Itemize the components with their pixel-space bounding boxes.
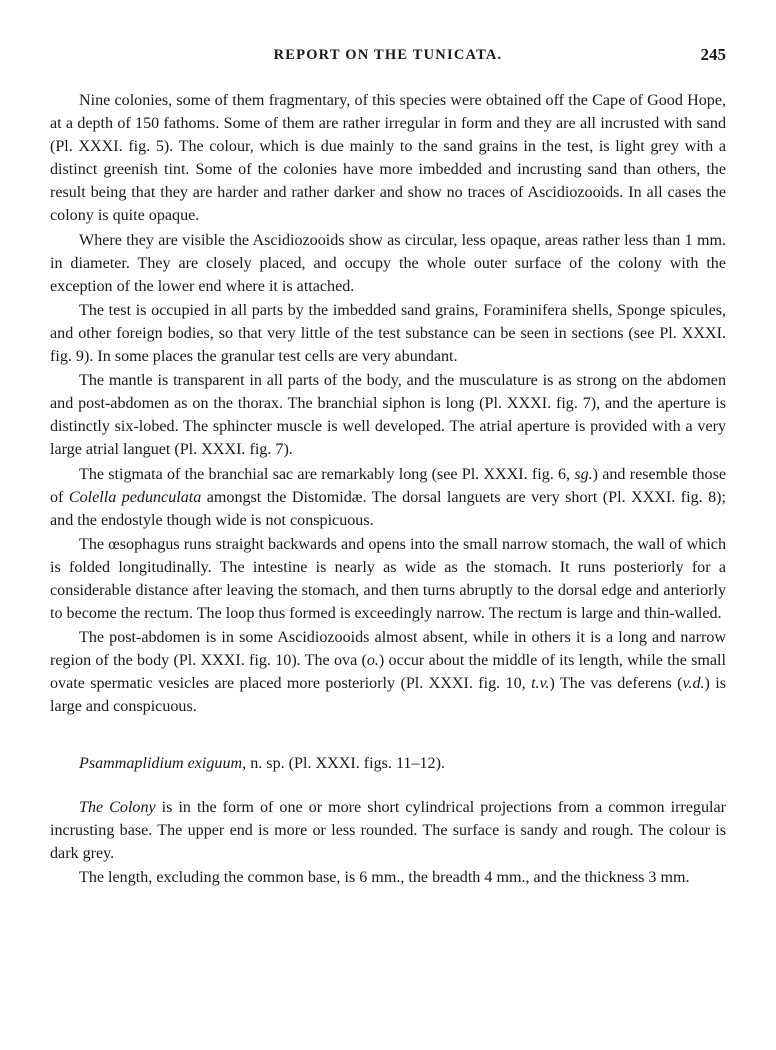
paragraph-colony-description xyxy=(50,796,726,865)
paragraph-colonies: Nine colonies, some of them fragmentary, of this species were obtained off the Cape of Good Hope, at a depth of 150 fathoms. Some of them are rather irregular in form and they are all incrusted with sand (Pl. XXXI. fig. 5). The colour, which is due mainly to the sand grains in the test, is light grey with a distinct greenish tint. Some of the colonies have more imbedded and incrusting sand than others, the result being that they are harder and rather darker and show no traces of Ascidiozooids. In all cases the colony is quite opaque. xyxy=(50,92,726,225)
post-abdomen-text-1: The post-abdomen is in some Ascidiozooids almost absent, while in others it is a long and narrow region of the body (Pl. XXXI. fig. 10). The ova ( xyxy=(50,629,726,670)
species-heading xyxy=(50,752,726,775)
running-title: REPORT ON THE TUNICATA. xyxy=(273,47,503,63)
colony-label: The Colony xyxy=(79,798,156,816)
post-abdomen-text-3: ) The vas deferens ( xyxy=(549,675,683,693)
stigmata-text-1: The stigmata of the branchial sac are remarkably long (see Pl. XXXI. fig. 6, xyxy=(79,465,575,483)
species-reference: Colella pedunculata xyxy=(68,488,202,506)
tv-abbrev: t.v. xyxy=(531,675,550,693)
species-plate-ref: n. sp. (Pl. XXXI. figs. 11–12). xyxy=(246,754,445,772)
paragraph-oesophagus: The œsophagus runs straight backwards and opens into the small narrow stomach, the wall of which is folded longitudinally. The intestine is nearly as wide as the stomach. It runs posteriorly for a considerable distance after leaving the stomach, and then turns abruptly to the dorsal edge and anteriorly to become the rectum. The loop thus formed is exceedingly narrow. The rectum is large and thin-walled. xyxy=(50,535,726,623)
running-header xyxy=(50,42,726,72)
paragraph-mantle: The mantle is transparent in all parts of the body, and the musculature is as strong on the abdomen and post-abdomen as on the thorax. The branchial siphon is long (Pl. XXXI. fig. 7), and the aperture is distinctly six-lobed. The sphincter muscle is well developed. The atrial aperture is provided with a very large atrial languet (Pl. XXXI. fig. 7). xyxy=(50,372,726,459)
page xyxy=(50,42,726,889)
paragraph-stigmata xyxy=(50,463,726,532)
stigmata-text-2: ) and resemble those of xyxy=(50,465,726,506)
paragraph-dimensions: The length, excluding the common base, is 6 mm., the breadth 4 mm., and the thickness 3 mm. xyxy=(79,868,690,886)
sg-abbrev: sg. xyxy=(574,465,593,483)
post-abdomen-text-4: ) is large and conspicuous. xyxy=(50,675,726,716)
paragraph-test: The test is occupied in all parts by the imbedded sand grains, Foraminifera shells, Sponge spicules, and other foreign bodies, so that very little of the test substance can be seen in sections (see Pl. XXXI. fig. 9). In some places the granular test cells are very abundant. xyxy=(50,301,726,366)
paragraph-ascidiozooids: Where they are visible the Ascidiozooids show as circular, less opaque, areas rather less than 1 mm. in diameter. They are closely placed, and occupy the whole outer surface of the colony with the exception of the lower end where it is attached. xyxy=(50,231,726,295)
stigmata-text-3: amongst the Distomidæ. The dorsal languets are very short (Pl. XXXI. fig. 8); and the endostyle though wide is not conspicuous. xyxy=(50,488,727,529)
post-abdomen-text-2: ) occur about the middle of its length, while the small ovate spermatic vesicles are placed more posteriorly (Pl. XXXI. fig. 10, xyxy=(50,652,726,693)
paragraph-post-abdomen xyxy=(50,626,726,718)
colony-description-text: is in the form of one or more short cylindrical projections from a common irregular incrusting base. The upper end is more or less rounded. The surface is sandy and rough. The colour is dark grey. xyxy=(50,798,726,862)
page-number: 245 xyxy=(700,45,726,64)
vd-abbrev: v.d. xyxy=(682,675,705,693)
species-name: Psammaplidium exiguum, xyxy=(79,754,247,772)
ova-abbrev: o. xyxy=(366,652,379,670)
